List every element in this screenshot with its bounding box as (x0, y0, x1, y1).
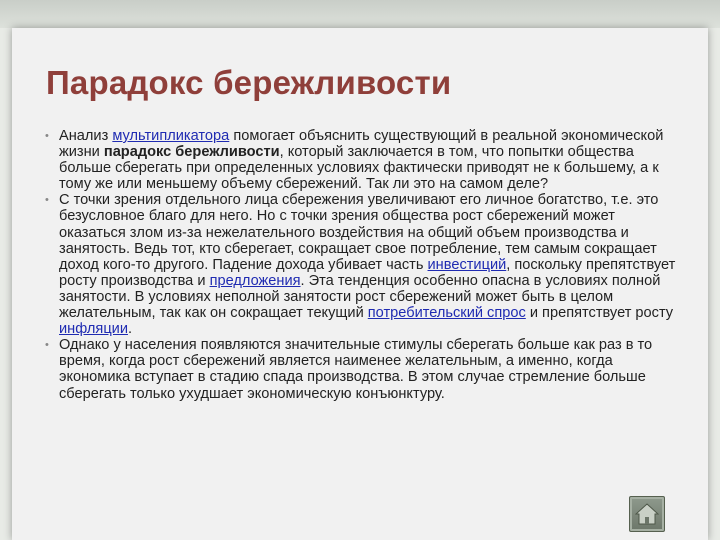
bullet-item-3 (45, 337, 677, 401)
bullet-text: помогает объяснить существующий в реальной экономической жизни (59, 128, 664, 161)
home-icon (635, 503, 659, 525)
link-consumer-demand[interactable]: потребительский спрос (367, 305, 526, 322)
bullet-text: Однако у населения появляются значительные стимулы сберегать больше как раз в то время, когда рост сбережений является наименее желательным, а именно, когда экономика вступает в стадию спада производства. В этом случае стремление больше сберегать только ухудшает экономическую конъюнктуру. (59, 337, 653, 402)
bullet-text: . (127, 321, 133, 338)
bullet-list (45, 128, 677, 402)
top-band (0, 0, 720, 28)
bullet-text: . Эта тенденция особенно опасна в условиях полной занятости. В условиях неполной занятости рост сбережений может быть в целом желательным, так как он сокращает текущий (59, 272, 661, 322)
bullet-marker: • (45, 339, 49, 352)
link-supply[interactable]: предложения (209, 272, 301, 289)
bullet-text: С точки зрения отдельного лица сбережения увеличивают его личное богатство, т.е. это безусловное благо для него. Но с точки зрения общества рост сбережений может оказаться злом из-за нежелательного воздействия на общий объем производства и занятость. Ведь тот, кто сберегает, сокращает свое потребление, тем самым сокращает доход кого-то другого. Падение дохода убивает часть (59, 192, 659, 273)
home-button[interactable] (629, 496, 665, 532)
bullet-text: , который заключается в том, что попытки общества больше сберегать при определенных условиях фактически приводят не к большему, а к тому же или меньшему объему сбережений. Так ли это на самом деле? (59, 144, 659, 193)
bullet-marker: • (45, 194, 49, 207)
bullet-item-1 (45, 128, 677, 192)
link-inflation[interactable]: инфляции (59, 321, 128, 338)
bullet-marker: • (45, 130, 49, 142)
slide-content (45, 128, 677, 402)
link-multiplier[interactable]: мультипликатора (112, 128, 230, 144)
slide (12, 28, 708, 540)
bullet-text: , поскольку препятствует росту производства и (59, 256, 676, 289)
bullet-text: Анализ (59, 128, 113, 144)
slide-title: Парадокс бережливости (46, 64, 452, 101)
bold-term: парадокс бережливости (103, 144, 280, 161)
link-investments[interactable]: инвестиций (427, 256, 507, 273)
bullet-text: и препятствует росту (525, 305, 674, 322)
bullet-item-2 (45, 192, 677, 337)
